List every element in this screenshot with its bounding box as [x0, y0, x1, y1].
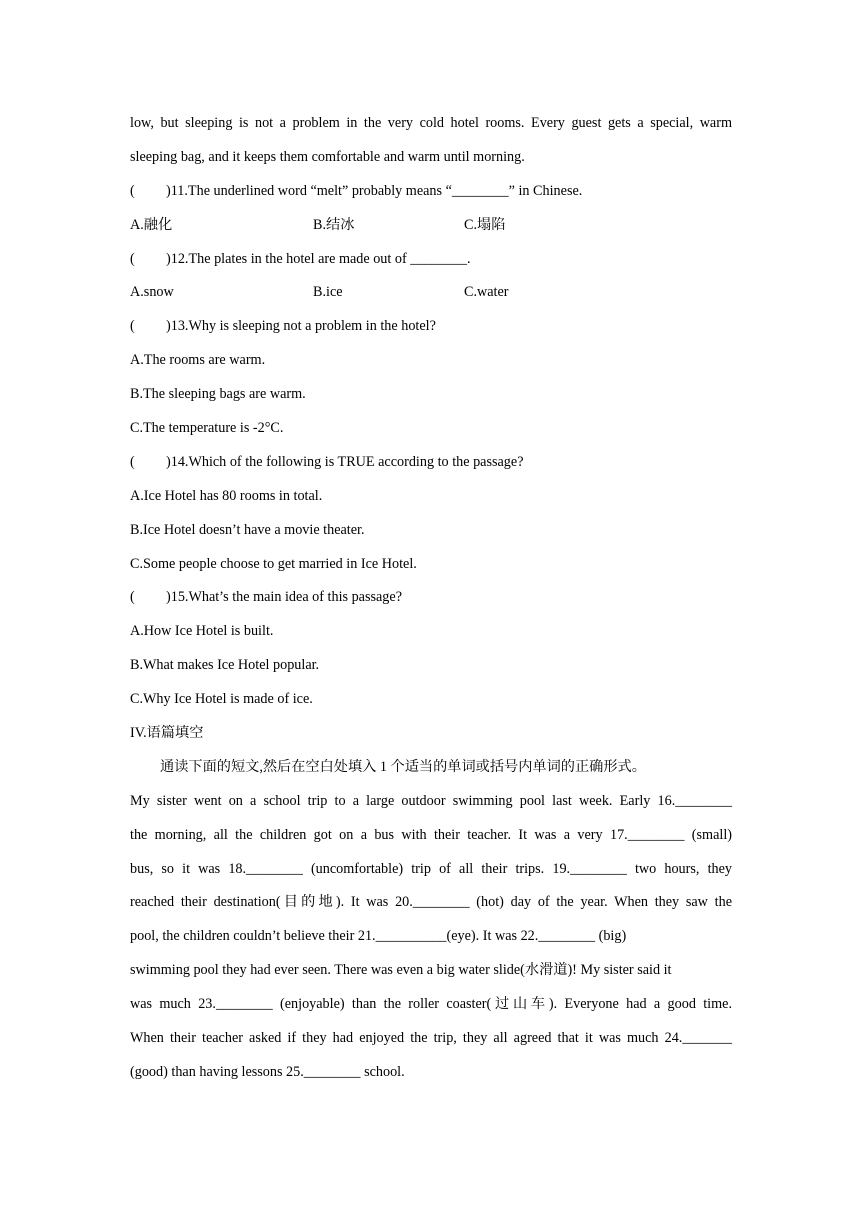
option-a: A.How Ice Hotel is built.: [130, 623, 274, 640]
question-stem: )13.Why is sleeping not a problem in the hotel?: [166, 318, 436, 335]
cloze-line: (good) than having lessons 25.________ school.: [130, 1063, 405, 1080]
question-stem: )12.The plates in the hotel are made out of ________.: [166, 250, 471, 267]
question-11-options: [130, 209, 732, 243]
question-stem: )15.What’s the main idea of this passage?: [166, 589, 402, 606]
question-15: [130, 581, 732, 615]
option-c: C.Why Ice Hotel is made of ice.: [130, 691, 313, 708]
option-a: A.The rooms are warm.: [130, 352, 266, 369]
option-a: A.snow: [130, 284, 174, 301]
question-stem: )11.The underlined word “melt” probably means “________” in Chinese.: [166, 182, 583, 199]
question-13: [130, 310, 732, 344]
option-c: C.Some people choose to get married in Ice Hotel.: [130, 555, 417, 572]
answer-paren: (: [130, 182, 135, 199]
option-b: B.What makes Ice Hotel popular.: [130, 657, 320, 674]
question-stem: )14.Which of the following is TRUE according to the passage?: [166, 453, 524, 470]
passage-line: sleeping bag, and it keeps them comfortable and warm until morning.: [130, 148, 525, 165]
option-b: B.The sleeping bags are warm.: [130, 386, 306, 403]
question-12: [130, 243, 732, 277]
section-heading: IV.语篇填空: [130, 725, 204, 742]
answer-paren: (: [130, 250, 135, 267]
question-14: [130, 446, 732, 480]
cloze-line: was much 23.________ (enjoyable) than the roller coaster(过山车). Everyone had a good time.: [130, 996, 732, 1013]
option-a: A.Ice Hotel has 80 rooms in total.: [130, 487, 323, 504]
cloze-line: the morning, all the children got on a bus with their teacher. It was a very 17.________ (small): [130, 826, 732, 843]
option-b: B.结冰: [313, 216, 355, 233]
option-c: C.塌陷: [464, 216, 506, 233]
option-b: B.Ice Hotel doesn’t have a movie theater.: [130, 521, 365, 538]
question-12-options: [130, 276, 732, 310]
option-c: C.The temperature is -2°C.: [130, 420, 284, 437]
cloze-line: reached their destination(目的地). It was 20.________ (hot) day of the year. When they saw the: [130, 894, 732, 911]
option-b: B.ice: [313, 284, 343, 301]
answer-paren: (: [130, 318, 135, 335]
question-11: [130, 175, 732, 209]
cloze-line: swimming pool they had ever seen. There was even a big water slide(水滑道)! My sister said it: [130, 962, 672, 979]
cloze-line: bus, so it was 18.________ (uncomfortable) trip of all their trips. 19.________ two hours, they: [130, 860, 732, 877]
document-page: [130, 107, 732, 1090]
cloze-line: When their teacher asked if they had enjoyed the trip, they all agreed that it was much 24._______: [130, 1030, 732, 1047]
answer-paren: (: [130, 589, 135, 606]
cloze-line: pool, the children couldn’t believe their 21.__________(eye). It was 22.________ (big): [130, 928, 627, 945]
cloze-line: My sister went on a school trip to a large outdoor swimming pool last week. Early 16.________: [130, 792, 732, 809]
section-instruction: 通读下面的短文,然后在空白处填入 1 个适当的单词或括号内单词的正确形式。: [160, 758, 646, 775]
option-a: A.融化: [130, 216, 173, 233]
passage-line: low, but sleeping is not a problem in the very cold hotel rooms. Every guest gets a special, warm: [130, 115, 732, 131]
option-c: C.water: [464, 284, 509, 301]
answer-paren: (: [130, 453, 135, 470]
